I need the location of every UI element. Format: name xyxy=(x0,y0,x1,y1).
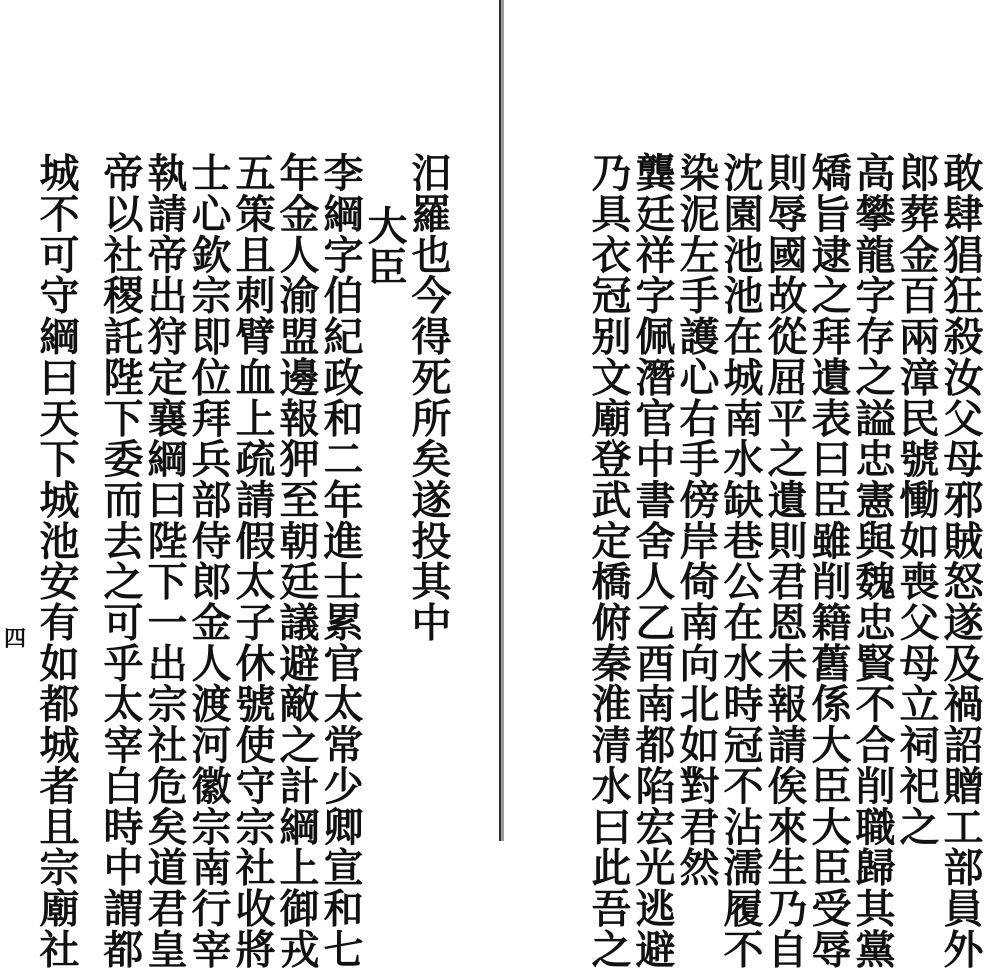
left-page-column-1: 汨羅也今得死所矣遂投其中 xyxy=(405,152,452,643)
right-page-column-8: 龔廷祥字佩潛官中書舍人乙酉南都陷宏光逃避 xyxy=(629,152,676,969)
right-page-column-9: 乃具衣冠别文廟登武定橋俯秦淮清水曰此吾之 xyxy=(585,152,632,969)
right-page-column-4: 矯旨逮之拜遺表曰臣雖削籍舊係大臣大臣受辱 xyxy=(805,152,852,969)
gutter-shadow xyxy=(501,0,504,841)
left-page-column-6: 士心欽宗即位拜兵部侍郎金人渡河徽宗南行宰 xyxy=(185,152,232,969)
left-page-column-7: 執請帝出狩定襄綱曰陛下一出宗社危矣道君皇 xyxy=(141,152,188,969)
left-page-column-9: 城不可守綱曰天下城池安有如都城者且宗廟社 xyxy=(33,152,80,969)
left-page-column-3: 李綱字伯紀政和二年進士累官太常少卿宣和七 xyxy=(317,152,364,969)
right-page-column-5: 則辱國故從屈平之遺則君恩未報請俟來生乃自 xyxy=(761,152,808,969)
right-page-column-7: 染泥左手護心右手傍岸倚南向北如對君然 xyxy=(673,152,720,888)
page-number: 四 xyxy=(4,626,27,652)
right-page-column-6: 沈園池池在城南水缺巷公在水時冠不沾濡履不 xyxy=(717,152,764,969)
left-page-column-8: 帝以社稷託陛下委而去之可乎太宰白時中謂都 xyxy=(97,152,144,969)
right-page-column-3: 高攀龍字存之謚忠憲與魏忠賢不合削職歸其黨 xyxy=(849,152,896,969)
left-page-column-5: 五策且刺臂血上疏請假太子休號使守宗社收將 xyxy=(229,152,276,969)
right-page-column-2: 郎葬金百兩漳民號慟如喪父母立祠祀之 xyxy=(893,152,940,847)
right-page-column-1: 敢肆猖狂殺汝父母邪賊怒遂及禍詔贈工部員外 xyxy=(937,152,984,969)
left-page-column-4: 年金人渝盟邊報狎至朝廷議避敵之計綱上御戎 xyxy=(273,152,320,969)
section-heading: 大臣 xyxy=(361,205,408,287)
